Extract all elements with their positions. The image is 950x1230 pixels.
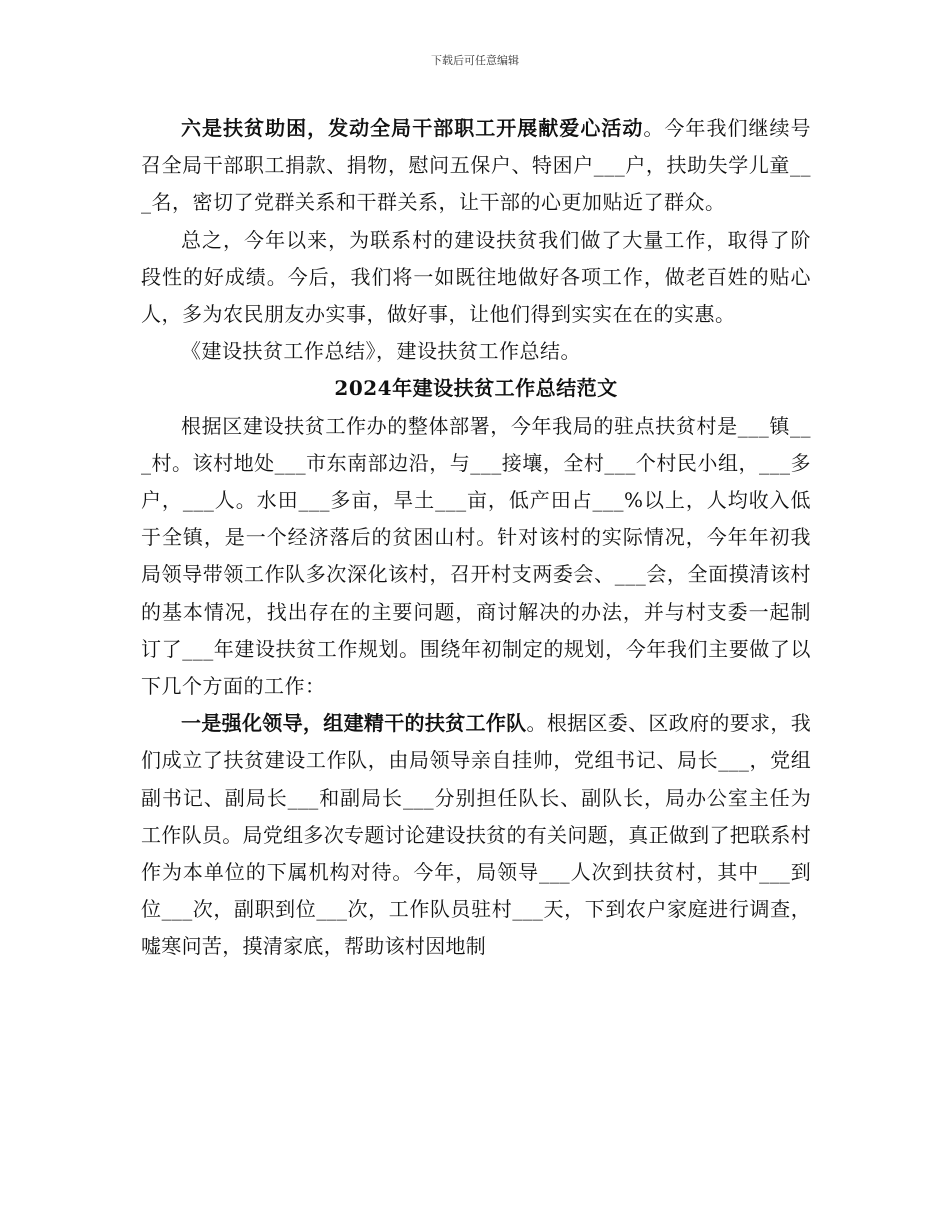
paragraph-text: 《建设扶贫工作总结》，建设扶贫工作总结。 xyxy=(181,339,581,364)
paragraph-leadership xyxy=(141,705,811,965)
section-title: 2024年建设扶贫工作总结范文 xyxy=(334,376,618,401)
paragraph-lead-heading: 六是扶贫助困，发动全局干部职工开展献爱心活动 xyxy=(181,116,644,140)
document-body xyxy=(141,110,811,966)
paragraph-text: 总之，今年以来，为联系村的建设扶贫我们做了大量工作，取得了阶段性的好成绩。今后，我们将一如既往地做好各项工作，做老百姓的贴心人，多为农民朋友办实事，做好事，让他们得到实实在在的实惠。 xyxy=(141,227,811,327)
paragraph-lead-heading: 一是强化领导，组建精干的扶贫工作队 xyxy=(181,711,527,736)
paragraph-text: 。根据区委、区政府的要求，我们成立了扶贫建设工作队，由局领导亲自挂帅，党组书记、局长___，党组副书记、副局长___和副局长___分别担任队长、副队长，局办公室主任为工作队员。局党组多次专题讨论建设扶贫的有关问题，真正做到了把联系村作为本单位的下属机构对待。今年，局领导___人次到扶贫村，其中___到位___次，副职到位___次，工作队员驻村___天，下到农户家庭进行调查，嘘寒问苦，摸清家底，帮助该村因地制 xyxy=(141,711,811,959)
paragraph-poverty-relief xyxy=(141,110,811,222)
paragraph-summary xyxy=(141,222,811,334)
paragraph-text: 根据区建设扶贫工作办的整体部署，今年我局的驻点扶贫村是___镇___村。该村地处___市东南部边沿，与___接壤，全村___个村民小组，___多户，___人。水田___多亩，旱土___亩，低产田占___%以上，人均收入低于全镇，是一个经济落后的贫困山村。针对该村的实际情况，今年年初我局领导带领工作队多次深化该村，召开村支两委会、___会，全面摸清该村的基本情况，找出存在的主要问题，商讨解决的办法，并与村支委一起制订了___年建设扶贫工作规划。围绕年初制定的规划，今年我们主要做了以下几个方面的工作： xyxy=(141,413,811,699)
paragraph-overview xyxy=(141,408,811,706)
paragraph-text: 。今年我们继续号召全局干部职工捐款、捐物，慰问五保户、特困户___户，扶助失学儿童___名，密切了党群关系和干群关系，让干部的心更加贴近了群众。 xyxy=(141,116,812,215)
paragraph-title-note xyxy=(141,333,811,370)
page-header: 下载后可任意编辑 xyxy=(431,54,519,67)
